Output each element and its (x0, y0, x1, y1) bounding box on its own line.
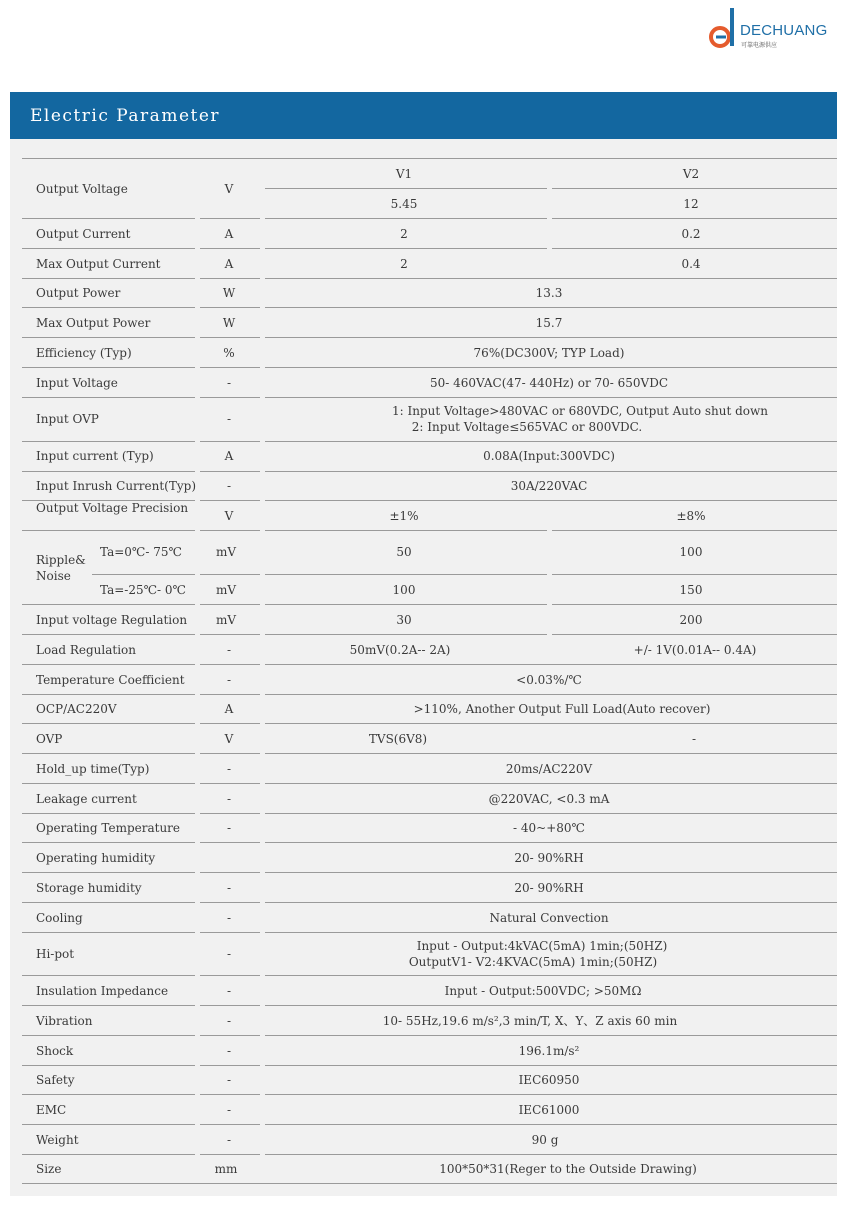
table-rule (552, 634, 837, 635)
table-rule (200, 813, 260, 814)
param-insulation: Insulation Impedance (36, 984, 169, 998)
table-rule (22, 842, 195, 843)
value-size: 100*50*31(Reger to the Outside Drawing) (439, 1162, 697, 1176)
table-rule (265, 307, 837, 308)
value-cooling: Natural Convection (489, 911, 609, 925)
table-rule (265, 694, 837, 695)
value-inrush-current: 30A/220VAC (510, 479, 588, 493)
unit-cooling: - (226, 911, 232, 925)
table-rule (200, 1124, 260, 1125)
table-rule (265, 530, 547, 531)
table-rule (22, 248, 195, 249)
table-rule (22, 441, 195, 442)
table-rule (22, 337, 195, 338)
ripple-value-1-v2: 100 (679, 545, 703, 559)
unit-max-output-current: A (224, 257, 234, 271)
table-rule (200, 307, 260, 308)
param-op-temp: Operating Temperature (36, 821, 181, 835)
table-rule (22, 694, 195, 695)
table-rule (22, 1094, 195, 1095)
value-load-regulation-v1: 50mV(0.2A-- 2A) (349, 643, 451, 657)
ripple-value-2-v1: 100 (392, 583, 416, 597)
value-ocp: >110%, Another Output Full Load(Auto recover) (413, 702, 711, 716)
value-max-output-current-v2: 0.4 (681, 257, 701, 271)
table-rule (200, 932, 260, 933)
table-rule (552, 248, 837, 249)
table-rule (22, 1124, 195, 1125)
parameter-table-panel (10, 139, 837, 1196)
unit-vibration: - (226, 1014, 232, 1028)
table-rule (22, 634, 195, 635)
table-rule (22, 218, 195, 219)
table-rule (265, 218, 547, 219)
table-rule (265, 975, 837, 976)
param-leakage: Leakage current (36, 792, 137, 806)
table-rule (200, 975, 260, 976)
table-rule (200, 664, 260, 665)
unit-holdup: - (226, 762, 232, 776)
brand-name: DECHUANG (740, 22, 828, 39)
table-rule (552, 604, 837, 605)
unit-storage-humidity: - (226, 881, 232, 895)
unit-output-current: A (224, 227, 234, 241)
table-rule (265, 1005, 837, 1006)
brand-subtitle: 可靠电源供应 (741, 43, 778, 49)
table-rule (200, 218, 260, 219)
param-holdup: Hold_up time(Typ) (36, 762, 150, 776)
table-rule (200, 337, 260, 338)
table-rule (265, 1154, 837, 1155)
table-rule (265, 723, 837, 724)
value-input-regulation-v2: 200 (679, 613, 703, 627)
value-hipot-line1: Input - Output:4kVAC(5mA) 1min;(50HZ) (416, 939, 668, 953)
param-weight: Weight (36, 1133, 79, 1147)
table-rule (22, 902, 195, 903)
table-rule (22, 753, 195, 754)
table-rule (200, 1065, 260, 1066)
table-rule (265, 634, 547, 635)
table-rule (22, 604, 195, 605)
param-storage-humidity: Storage humidity (36, 881, 142, 895)
table-rule (552, 574, 837, 575)
param-efficiency: Efficiency (Typ) (36, 346, 132, 360)
value-vibration: 10- 55Hz,19.6 m/s²,3 min/T, X、Y、Z axis 60 min (382, 1014, 678, 1028)
section-title: Electric Parameter (30, 106, 221, 126)
value-ovp-v2: - (691, 732, 697, 746)
table-rule (265, 753, 837, 754)
value-max-output-current-v1: 2 (400, 257, 408, 271)
param-input-ovp: Input OVP (36, 412, 99, 426)
table-rule (265, 902, 837, 903)
value-max-output-power: 15.7 (535, 316, 563, 330)
param-output-current: Output Current (36, 227, 131, 241)
ripple-unit-2: mV (215, 583, 237, 597)
param-inrush-current: Input Inrush Current(Typ) (36, 479, 197, 493)
unit-inrush-current: - (226, 479, 232, 493)
table-rule (200, 872, 260, 873)
table-rule (200, 471, 260, 472)
param-hipot: Hi-pot (36, 947, 75, 961)
col-v2-header: V2 (682, 167, 700, 181)
table-rule (265, 932, 837, 933)
value-leakage: @220VAC, <0.3 mA (488, 792, 610, 806)
table-rule (22, 1183, 837, 1184)
table-rule (200, 902, 260, 903)
value-emc: IEC61000 (518, 1103, 580, 1117)
ripple-value-2-v2: 150 (679, 583, 703, 597)
value-shock: 196.1m/s² (518, 1044, 580, 1058)
table-rule (200, 500, 260, 501)
unit-max-output-power: W (222, 316, 236, 330)
unit-shock: - (226, 1044, 232, 1058)
param-input-regulation: Input voltage Regulation (36, 613, 188, 627)
unit-temp-coefficient: - (226, 673, 232, 687)
unit-op-temp: - (226, 821, 232, 835)
table-rule (22, 975, 195, 976)
unit-voltage-precision: V (224, 509, 234, 523)
value-input-ovp-line2: 2: Input Voltage≤565VAC or 800VDC. (411, 420, 643, 434)
unit-size: mm (214, 1162, 238, 1176)
table-rule (200, 783, 260, 784)
table-rule (22, 367, 195, 368)
unit-input-current: A (224, 449, 234, 463)
table-rule (265, 337, 837, 338)
table-rule (22, 1154, 195, 1155)
table-rule (200, 278, 260, 279)
table-rule (200, 1154, 260, 1155)
table-rule (200, 1094, 260, 1095)
value-output-voltage-v1: 5.45 (390, 197, 418, 211)
table-rule (265, 1065, 837, 1066)
table-rule (22, 723, 195, 724)
value-input-voltage: 50- 460VAC(47- 440Hz) or 70- 650VDC (429, 376, 669, 390)
unit-emc: - (226, 1103, 232, 1117)
table-rule (200, 397, 260, 398)
table-rule (265, 783, 837, 784)
param-output-power: Output Power (36, 286, 121, 300)
table-rule (265, 1035, 837, 1036)
value-efficiency: 76%(DC300V; TYP Load) (473, 346, 625, 360)
table-rule (265, 188, 547, 189)
table-rule (265, 278, 837, 279)
param-output-voltage: Output Voltage (36, 182, 128, 196)
table-rule (265, 500, 837, 501)
table-rule (265, 842, 837, 843)
table-rule (22, 813, 195, 814)
table-rule (200, 574, 260, 575)
table-rule (200, 604, 260, 605)
section-banner (10, 92, 837, 139)
table-rule (200, 441, 260, 442)
dechuang-logo (704, 6, 844, 50)
param-ripple-line1: Ripple& (36, 553, 86, 567)
table-rule (265, 813, 837, 814)
table-rule (22, 664, 195, 665)
table-rule (22, 530, 195, 531)
table-rule (200, 723, 260, 724)
table-rule (22, 872, 195, 873)
value-input-ovp-line1: 1: Input Voltage>480VAC or 680VDC, Output Auto shut down (391, 404, 769, 418)
table-rule (265, 248, 547, 249)
unit-ocp: A (224, 702, 234, 716)
param-temp-coefficient: Temperature Coefficient (36, 673, 185, 687)
value-output-current-v2: 0.2 (681, 227, 701, 241)
table-rule (265, 367, 837, 368)
table-rule (200, 248, 260, 249)
value-hipot-line2: OutputV1- V2:4KVAC(5mA) 1min;(50HZ) (408, 955, 658, 969)
value-holdup: 20ms/AC220V (505, 762, 593, 776)
value-output-power: 13.3 (535, 286, 563, 300)
col-v1-header: V1 (395, 167, 413, 181)
table-rule (265, 441, 837, 442)
unit-hipot: - (226, 947, 232, 961)
unit-input-ovp: - (226, 412, 232, 426)
unit-efficiency: % (223, 346, 235, 360)
table-rule (552, 530, 837, 531)
value-insulation: Input - Output:500VDC; >50MΩ (444, 984, 642, 998)
value-ovp-v1: TVS(6V8) (368, 732, 428, 746)
unit-weight: - (226, 1133, 232, 1147)
value-safety: IEC60950 (518, 1073, 580, 1087)
param-emc: EMC (36, 1103, 67, 1117)
table-rule (22, 932, 195, 933)
unit-load-regulation: - (226, 643, 232, 657)
table-rule (22, 1005, 195, 1006)
unit-ovp: V (224, 732, 234, 746)
value-output-voltage-v2: 12 (683, 197, 699, 211)
table-rule (22, 307, 195, 308)
param-size: Size (36, 1162, 62, 1176)
unit-input-regulation: mV (215, 613, 237, 627)
table-rule (200, 367, 260, 368)
table-rule (265, 574, 547, 575)
table-rule (552, 188, 837, 189)
value-voltage-precision-v1: ±1% (389, 509, 419, 523)
value-input-current: 0.08A(Input:300VDC) (483, 449, 615, 463)
param-safety: Safety (36, 1073, 75, 1087)
table-rule (265, 471, 837, 472)
table-rule (265, 664, 837, 665)
param-input-voltage: Input Voltage (36, 376, 118, 390)
param-ocp: OCP/AC220V (36, 702, 117, 716)
value-op-humidity: 20- 90%RH (514, 851, 584, 865)
param-vibration: Vibration (36, 1014, 93, 1028)
table-rule (200, 1035, 260, 1036)
ripple-condition-1: Ta=0℃- 75℃ (100, 545, 182, 559)
unit-output-voltage: V (224, 182, 234, 196)
table-rule (22, 783, 195, 784)
param-cooling: Cooling (36, 911, 83, 925)
table-rule (265, 872, 837, 873)
param-voltage-precision: Output Voltage Precision (36, 501, 189, 515)
table-rule (265, 397, 837, 398)
value-input-regulation-v1: 30 (396, 613, 412, 627)
unit-insulation: - (226, 984, 232, 998)
table-rule (22, 278, 195, 279)
param-max-output-power: Max Output Power (36, 316, 151, 330)
param-ovp: OVP (36, 732, 63, 746)
value-storage-humidity: 20- 90%RH (514, 881, 584, 895)
unit-input-voltage: - (226, 376, 232, 390)
param-max-output-current: Max Output Current (36, 257, 161, 271)
value-op-temp: - 40~+80℃ (513, 821, 585, 835)
table-rule (200, 694, 260, 695)
unit-leakage: - (226, 792, 232, 806)
param-load-regulation: Load Regulation (36, 643, 136, 657)
param-ripple-line2: Noise (36, 569, 71, 583)
value-load-regulation-v2: +/- 1V(0.01A-- 0.4A) (633, 643, 757, 657)
table-rule (22, 158, 837, 159)
value-output-current-v1: 2 (400, 227, 408, 241)
value-temp-coefficient: <0.03%/℃ (516, 673, 582, 687)
value-voltage-precision-v2: ±8% (676, 509, 706, 523)
table-rule (200, 753, 260, 754)
unit-safety: - (226, 1073, 232, 1087)
table-rule (22, 471, 195, 472)
table-rule (22, 397, 195, 398)
param-op-humidity: Operating humidity (36, 851, 156, 865)
table-rule (265, 1094, 837, 1095)
value-weight: 90 g (531, 1133, 559, 1147)
unit-output-power: W (222, 286, 236, 300)
table-rule (200, 1005, 260, 1006)
table-rule (552, 218, 837, 219)
table-rule (92, 574, 195, 575)
table-rule (200, 530, 260, 531)
param-input-current: Input current (Typ) (36, 449, 154, 463)
ripple-value-1-v1: 50 (396, 545, 412, 559)
param-shock: Shock (36, 1044, 74, 1058)
ripple-condition-2: Ta=-25℃- 0℃ (100, 583, 186, 597)
ripple-unit-1: mV (215, 545, 237, 559)
table-rule (22, 1065, 195, 1066)
table-rule (265, 1124, 837, 1125)
table-rule (22, 1035, 195, 1036)
table-rule (200, 634, 260, 635)
table-rule (265, 604, 547, 605)
table-rule (200, 842, 260, 843)
logo-mark-icon (704, 6, 744, 50)
